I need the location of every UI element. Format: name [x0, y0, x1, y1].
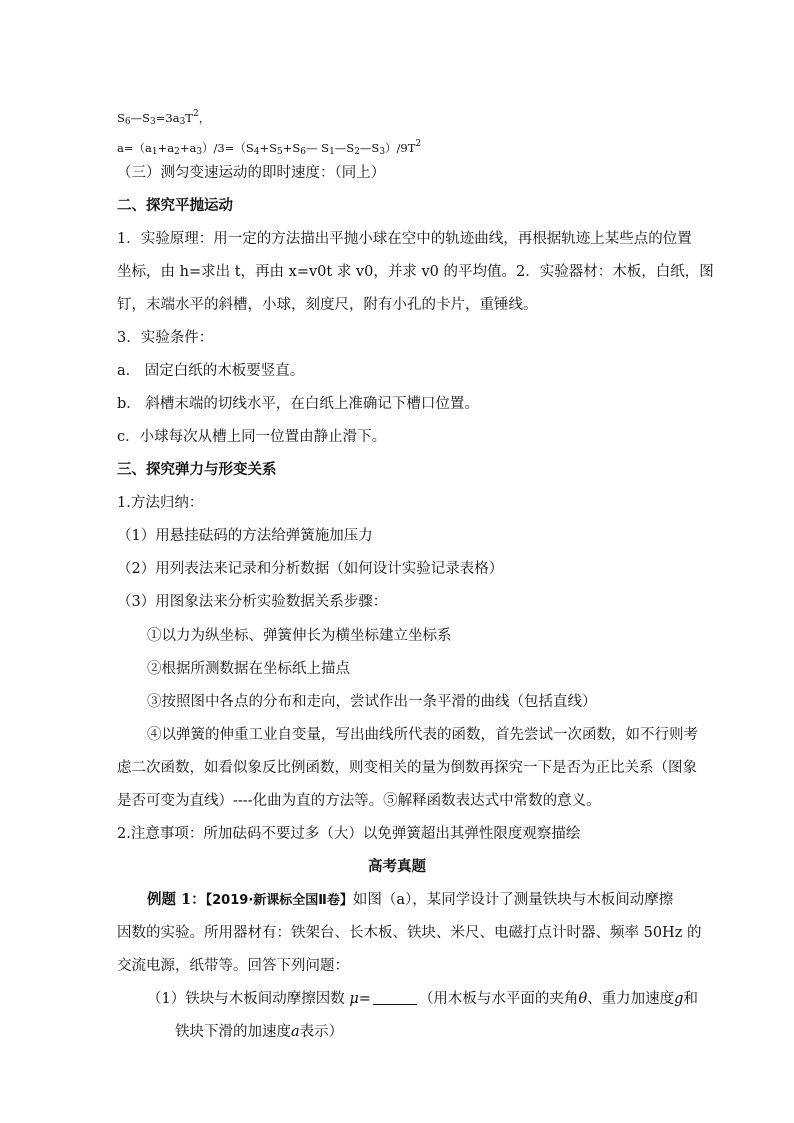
paragraph-line: 因数的实验。所用器材有：铁架台、长木板、铁块、米尺、电磁打点计时器、频率 50Hz 的 [117, 925, 702, 941]
answer-blank [373, 990, 417, 1005]
formula-s6: $S_6—S_3=3a_3T^2$， [117, 109, 211, 127]
example-source: 【2019·新课标全国Ⅱ卷】 [205, 893, 353, 908]
step-item: ②根据所测数据在坐标纸上描点 [147, 661, 350, 677]
formula-a: $a=(a_1+a_2+a_3)/3=(S_4+S_5+S_6—$ $S_1—S_2—S_3)/9T^2$ [117, 139, 422, 157]
paragraph-line: 3．实验条件： [117, 330, 214, 346]
heading-elasticity: 三、探究弹力与形变关系 [117, 461, 277, 478]
paragraph-line: 虑二次函数，如看似象反比例函数，则变相关的量为倒数再探究一下是否为正比关系（图象 [117, 760, 697, 776]
step-item: ①以力为纵坐标、弹簧伸长为横坐标建立坐标系 [147, 628, 452, 644]
list-item: （3）用图象法来分析实验数据关系步骤： [117, 594, 388, 610]
paragraph-line: 1．实验原理：用一定的方法描出平抛小球在空中的轨迹曲线，再根据轨迹上某些点的位置 [117, 231, 692, 247]
list-item: （2）用列表法来记录和分析数据（如何设计实验记录表格） [117, 561, 504, 577]
step-item: ③按照图中各点的分布和走向，尝试作出一条平滑的曲线（包括直线） [147, 694, 597, 710]
example-1-line: 例题 1：【2019·新课标全国Ⅱ卷】如图（a），某同学设计了测量铁块与木板间动摩擦 [147, 891, 674, 908]
question-1-cont: 铁块下滑的加速度a表示） [175, 1024, 344, 1040]
section-3-sub: （三）测匀变速运动的即时速度：（同上） [117, 165, 386, 181]
step-item: ④以弹簧的伸重工业自变量，写出曲线所代表的函数，首先尝试一次函数，如不行则考 [147, 727, 698, 743]
list-item: c．小球每次从槽上同一位置由静止滑下。 [117, 429, 387, 445]
paragraph-line: 钉，末端水平的斜槽，小球，刻度尺，附有小孔的卡片，重锤线。 [117, 297, 538, 313]
paragraph-line: 1.方法归纳： [117, 495, 204, 511]
list-item: （1）用悬挂砝码的方法给弹簧施加压力 [117, 528, 373, 544]
paragraph-line: 是否可变为直线）----化曲为直的方法等。⑤解释函数表达式中常数的意义。 [117, 793, 601, 809]
paragraph-line: 2.注意事项：所加砝码不要过多（大）以免弹簧超出其弹性限度观察描绘 [117, 826, 581, 842]
example-label: 例题 1： [147, 891, 206, 908]
list-item: a． 固定白纸的木板要竖直。 [117, 363, 305, 379]
paragraph-line: 坐标，由 h=求出 t，再由 x=v0t 求 v0，并求 v0 的平均值。2．实验器材：木板，白纸，图 [117, 264, 714, 280]
question-1: （1）铁块与木板间动摩擦因数 μ= （用木板与水平面的夹角θ、重力加速度g和 [147, 991, 698, 1007]
list-item: b． 斜槽末端的切线水平，在白纸上准确记下槽口位置。 [117, 396, 479, 412]
paragraph-line: 交流电源，纸带等。回答下列问题： [117, 958, 349, 974]
heading-projectile: 二、探究平抛运动 [117, 197, 233, 214]
exam-title: 高考真题 [368, 858, 426, 875]
